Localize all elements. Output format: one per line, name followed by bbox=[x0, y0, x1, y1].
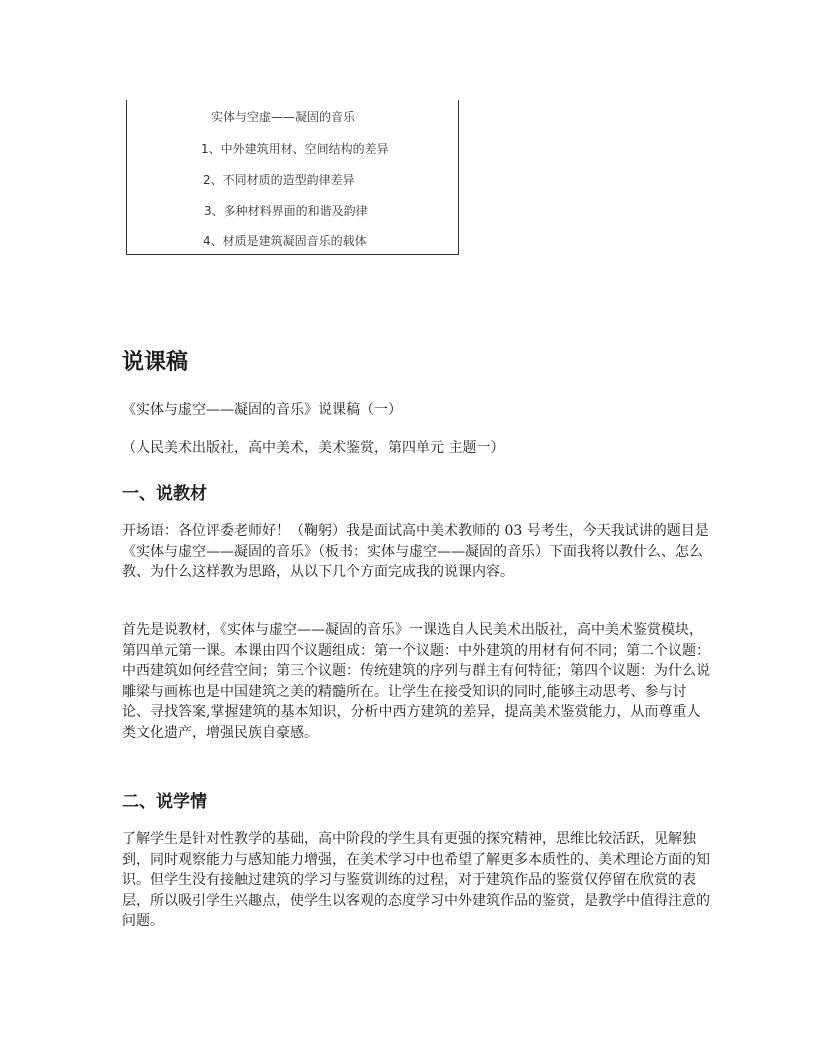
board-line: 1、中外建筑用材、空间结构的差异 bbox=[201, 142, 389, 156]
board-line: 4、材质是建筑凝固音乐的载体 bbox=[203, 234, 367, 248]
section-heading-students: 二、说学情 bbox=[122, 792, 207, 812]
document-source: （人民美术出版社，高中美术，美术鉴赏，第四单元 主题一） bbox=[122, 440, 505, 456]
board-line: 2、不同材质的造型韵律差异 bbox=[203, 173, 355, 187]
paragraph-textbook: 首先是说教材，《实体与虚空——凝固的音乐》一课选自人民美术出版社，高中美术鉴赏模块，第四单元第一课。本课由四个议题组成：第一个议题：中外建筑的用材有何不同；第二个议题：中西建筑如何经营空间；第三个议题：传统建筑的序列与群主有何特征；第四个议题：为什么说雕梁与画栋也是中国建筑之美的精髓所在。让学生在接受知识的同时,能够主动思考、参与讨论、寻找答案,掌握建筑的基本知识，分析中西方建筑的差异，提高美术鉴赏能力，从而尊重人类文化遗产，增强民族自豪感。 bbox=[122, 622, 710, 741]
board-title: 实体与空虚——凝固的音乐 bbox=[211, 110, 356, 124]
board-line: 3、多种材料界面的和谐及韵律 bbox=[204, 204, 368, 218]
document-subtitle: 《实体与虚空——凝固的音乐》说课稿（一） bbox=[122, 402, 402, 418]
paragraph-opening: 开场语：各位评委老师好！（鞠躬）我是面试高中美术教师的 03 号考生，今天我试讲的题目是《实体与虚空——凝固的音乐》（板书：实体与虚空——凝固的音乐）下面我将以教什么、怎么教、为什么这样教为思路，从以下几个方面完成我的说课内容。 bbox=[122, 523, 709, 580]
blackboard-outline-image bbox=[126, 100, 459, 255]
page-title: 说课稿 bbox=[122, 350, 189, 375]
section-heading-textbook: 一、说教材 bbox=[122, 484, 207, 504]
paragraph-students: 了解学生是针对性教学的基础，高中阶段的学生具有更强的探究精神，思维比较活跃，见解独到，同时观察能力与感知能力增强，在美术学习中也希望了解更多本质性的、美术理论方面的知识。但学生没有接触过建筑的学习与鉴赏训练的过程，对于建筑作品的鉴赏仅停留在欣赏的表层，所以吸引学生兴趣点，使学生以客观的态度学习中外建筑作品的鉴赏，是教学中值得注意的问题。 bbox=[122, 831, 710, 929]
